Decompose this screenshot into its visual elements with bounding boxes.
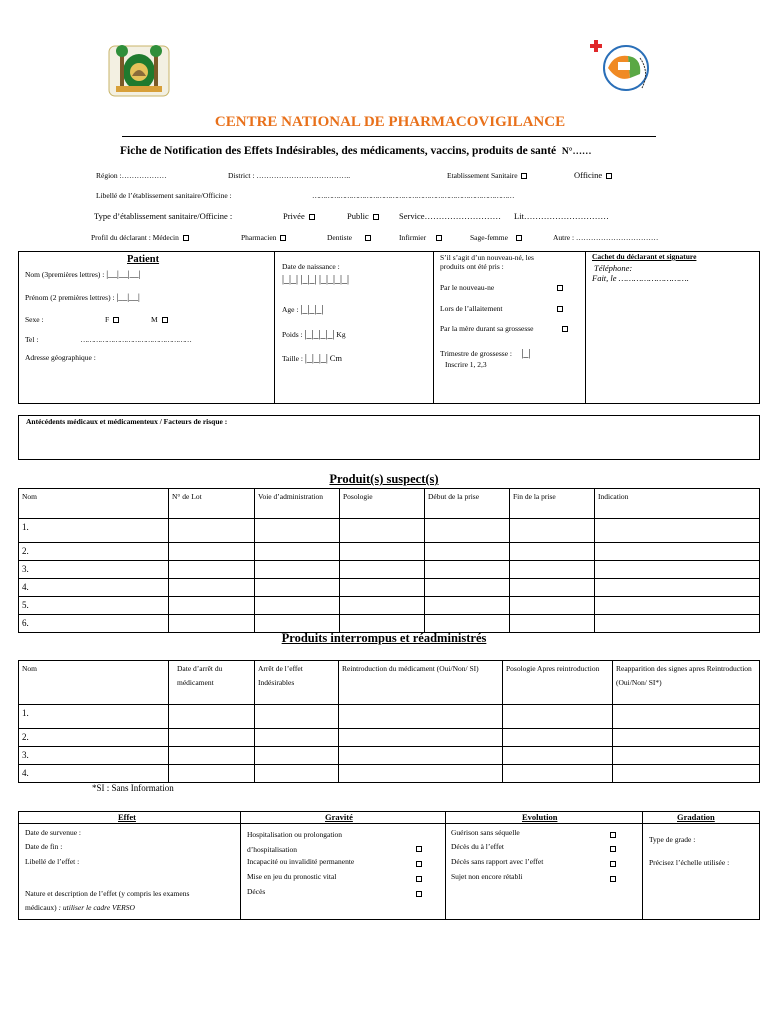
checkbox-icon[interactable] xyxy=(436,235,442,241)
echelle-field[interactable]: Précisez l’échelle utilisée : xyxy=(649,858,730,867)
table-cell[interactable] xyxy=(255,579,340,597)
dentiste-option[interactable]: Dentiste xyxy=(327,233,373,242)
row-number: 3. xyxy=(19,747,169,765)
table-cell[interactable] xyxy=(503,705,613,729)
infirmier-option[interactable]: Infirmier xyxy=(399,233,444,242)
table-cell[interactable] xyxy=(595,579,760,597)
gravite-deces-option[interactable]: Décès xyxy=(247,887,266,896)
evolution-deces-sans-rapport-option[interactable]: Décès sans rapport avec l’effet xyxy=(451,857,544,866)
divider xyxy=(240,811,241,920)
sexe-f-option[interactable]: F xyxy=(105,315,121,324)
checkbox-icon[interactable] xyxy=(610,861,616,867)
patient-title: Patient xyxy=(127,254,160,265)
date-survenue-field[interactable]: Date de survenue : xyxy=(25,828,82,837)
table-row[interactable] xyxy=(19,615,760,633)
column-header: Début de la prise xyxy=(425,489,510,519)
checkbox-icon[interactable] xyxy=(557,285,563,291)
table-cell[interactable] xyxy=(425,615,510,633)
table-cell[interactable] xyxy=(595,615,760,633)
table-cell[interactable] xyxy=(340,579,425,597)
page-title: CENTRE NATIONAL DE PHARMACOVIGILANCE xyxy=(214,114,566,130)
table-cell[interactable] xyxy=(503,765,613,783)
table-cell[interactable] xyxy=(595,543,760,561)
table-cell[interactable] xyxy=(169,705,255,729)
nom-field[interactable]: Nom (3premières lettres) : |__|__|__| xyxy=(25,269,141,279)
row-number: 4. xyxy=(19,765,169,783)
par-nouveau-ne-option[interactable]: Par le nouveau-ne xyxy=(440,283,565,292)
table-cell[interactable] xyxy=(169,747,255,765)
evolution-non-retabli-option[interactable]: Sujet non encore rétabli xyxy=(451,872,523,881)
table-cell[interactable] xyxy=(255,519,340,543)
nature-description-label: Nature et description de l’effet (y compris les examens médicaux) : utiliser le cadre VERSO xyxy=(25,889,190,912)
row-number: 5. xyxy=(19,597,169,615)
table-cell[interactable] xyxy=(339,729,503,747)
table-cell[interactable] xyxy=(340,519,425,543)
table-row[interactable] xyxy=(19,765,760,783)
effet-title: Effet xyxy=(118,812,136,822)
checkbox-icon[interactable] xyxy=(516,235,522,241)
table-cell[interactable] xyxy=(425,519,510,543)
public-option[interactable]: Public xyxy=(347,211,381,221)
row-number: 1. xyxy=(19,519,169,543)
produits-suspects-title: Produit(s) suspect(s) xyxy=(329,472,439,486)
checkbox-icon[interactable] xyxy=(521,173,527,179)
gravite-pronostic-option[interactable]: Mise en jeu du pronostic vital xyxy=(247,872,337,881)
table-cell[interactable] xyxy=(425,543,510,561)
table-row[interactable] xyxy=(19,597,760,615)
table-cell[interactable] xyxy=(510,579,595,597)
taille-field[interactable]: Taille : |_|_|_| Cm xyxy=(282,353,342,364)
produits-interrompus-table xyxy=(18,660,760,783)
table-cell[interactable] xyxy=(340,615,425,633)
table-row[interactable] xyxy=(19,705,760,729)
checkbox-icon[interactable] xyxy=(373,214,379,220)
table-cell[interactable] xyxy=(613,729,760,747)
libelle-label: Libellé de l’établissement sanitaire/Officine : xyxy=(96,191,232,200)
divider xyxy=(445,811,446,920)
checkbox-icon[interactable] xyxy=(365,235,371,241)
row-number: 1. xyxy=(19,705,169,729)
allaitement-option[interactable]: Lors de l’allaitement xyxy=(440,304,565,313)
table-cell[interactable] xyxy=(169,561,255,579)
table-cell[interactable] xyxy=(425,597,510,615)
table-cell[interactable] xyxy=(169,615,255,633)
table-cell[interactable] xyxy=(503,729,613,747)
row-number: 3. xyxy=(19,561,169,579)
officine-option[interactable]: Officine xyxy=(574,170,614,180)
table-row[interactable] xyxy=(19,729,760,747)
trimestre-hint: Inscrire 1, 2,3 xyxy=(445,360,487,369)
telephone-field[interactable]: Téléphone: xyxy=(594,263,633,273)
checkbox-icon[interactable] xyxy=(113,317,119,323)
column-header: Indication xyxy=(595,489,760,519)
gradation-title: Gradation xyxy=(677,812,715,822)
checkbox-icon[interactable] xyxy=(416,846,422,852)
table-cell[interactable] xyxy=(255,543,340,561)
sexe-label: Sexe : xyxy=(25,315,44,324)
table-row[interactable] xyxy=(19,561,760,579)
sexe-m-option[interactable]: M xyxy=(151,315,170,324)
table-cell[interactable] xyxy=(169,597,255,615)
pharmacien-option[interactable]: Pharmacien xyxy=(241,233,288,242)
divider xyxy=(642,811,643,920)
table-cell[interactable] xyxy=(339,705,503,729)
checkbox-icon[interactable] xyxy=(557,306,563,312)
column-header: Date d’arrêt du médicament xyxy=(169,661,255,705)
checkbox-icon[interactable] xyxy=(416,861,422,867)
etablissement-sanitaire-option[interactable]: Etablissement Sanitaire xyxy=(447,171,529,180)
row-number: 4. xyxy=(19,579,169,597)
coat-of-arms-logo xyxy=(104,42,174,100)
checkbox-icon[interactable] xyxy=(416,891,422,897)
produits-interrompus-title: Produits interrompus et réadministrés xyxy=(281,631,487,645)
divider xyxy=(585,251,586,404)
district-field[interactable]: District : ……………………………….. xyxy=(228,171,351,180)
adresse-field[interactable]: Adresse géographique : xyxy=(25,353,96,362)
service-field[interactable]: Service……………………… xyxy=(399,211,501,221)
table-cell[interactable] xyxy=(613,765,760,783)
table-cell[interactable] xyxy=(510,519,595,543)
table-cell[interactable] xyxy=(595,597,760,615)
table-cell[interactable] xyxy=(425,579,510,597)
tel-field[interactable]: Tel : …………………………………………… xyxy=(25,335,191,344)
column-header: Voie d’administration xyxy=(255,489,340,519)
table-cell[interactable] xyxy=(339,747,503,765)
profil-medecin-option[interactable]: Profil du déclarant : Médecin xyxy=(91,233,191,242)
table-header-row xyxy=(19,661,760,705)
fait-le-field[interactable]: Fait, le ………………………. xyxy=(592,273,689,283)
column-header: Fin de la prise xyxy=(510,489,595,519)
autre-field[interactable]: Autre : …………………………… xyxy=(553,233,659,242)
lit-field[interactable]: Lit………………………… xyxy=(514,211,609,221)
table-cell[interactable] xyxy=(613,747,760,765)
table-cell[interactable] xyxy=(255,729,339,747)
column-header: Nom xyxy=(19,661,169,705)
checkbox-icon[interactable] xyxy=(416,876,422,882)
table-row[interactable] xyxy=(19,543,760,561)
table-cell[interactable] xyxy=(425,561,510,579)
nouveau-ne-intro: S’il s’agit d’un nouveau-né, les produits ont été pris : xyxy=(440,253,534,271)
libelle-field[interactable]: ………………………………………………………………………………… xyxy=(312,191,514,200)
title-underline xyxy=(122,136,656,137)
table-cell[interactable] xyxy=(340,561,425,579)
page-subtitle: Fiche de Notification des Effets Indésirables, des médicaments, vaccins, produits de santé N°…… xyxy=(120,145,592,157)
table-cell[interactable] xyxy=(255,561,340,579)
column-header: Posologie xyxy=(340,489,425,519)
produits-suspects-table xyxy=(18,488,760,633)
table-cell[interactable] xyxy=(255,765,339,783)
table-cell[interactable] xyxy=(169,729,255,747)
table-cell[interactable] xyxy=(340,543,425,561)
checkbox-icon[interactable] xyxy=(309,214,315,220)
checkbox-icon[interactable] xyxy=(606,173,612,179)
column-header: Reintroduction du médicament (Oui/Non/ SI) xyxy=(339,661,503,705)
table-cell[interactable] xyxy=(255,705,339,729)
table-cell[interactable] xyxy=(169,765,255,783)
region-field[interactable]: Région :……………… xyxy=(96,171,167,180)
checkbox-icon[interactable] xyxy=(610,846,616,852)
poids-field[interactable]: Poids : |_|_|_|_| Kg xyxy=(282,329,346,340)
date-fin-field[interactable]: Date de fin : xyxy=(25,842,63,851)
checkbox-icon[interactable] xyxy=(610,832,616,838)
ministry-logo xyxy=(588,38,658,100)
table-cell[interactable] xyxy=(613,705,760,729)
cachet-label: Cachet du déclarant et signature xyxy=(592,252,697,261)
naissance-label: Date de naissance : xyxy=(282,262,340,271)
type-etablissement-label: Type d’établissement sanitaire/Officine : xyxy=(94,211,233,221)
divider xyxy=(274,251,275,404)
table-cell[interactable] xyxy=(503,747,613,765)
table-cell[interactable] xyxy=(255,615,340,633)
table-cell[interactable] xyxy=(339,765,503,783)
checkbox-icon[interactable] xyxy=(280,235,286,241)
sage-femme-option[interactable]: Sage-femme xyxy=(470,233,524,242)
column-header: Posologie Apres reintroduction xyxy=(503,661,613,705)
checkbox-icon[interactable] xyxy=(562,326,568,332)
divider xyxy=(18,823,760,824)
grossesse-option[interactable]: Par la mère durant sa grossesse xyxy=(440,324,570,333)
column-header: Arrêt de l’effet Indésirables xyxy=(255,661,339,705)
table-cell[interactable] xyxy=(169,579,255,597)
evolution-guerison-option[interactable]: Guérison sans séquelle xyxy=(451,828,520,837)
row-number: 2. xyxy=(19,729,169,747)
table-row[interactable] xyxy=(19,519,760,543)
checkbox-icon[interactable] xyxy=(183,235,189,241)
table-cell[interactable] xyxy=(340,597,425,615)
table-header-row xyxy=(19,489,760,519)
row-number: 2. xyxy=(19,543,169,561)
column-header: Reapparition des signes apres Reintroduction (Oui/Non/ SI*) xyxy=(613,661,760,705)
gravite-title: Gravité xyxy=(325,812,353,822)
libelle-effet-field[interactable]: Libellé de l’effet : xyxy=(25,857,80,866)
table-cell[interactable] xyxy=(595,519,760,543)
table-cell[interactable] xyxy=(169,543,255,561)
naissance-field[interactable]: |_|_| |_|_| |_|_|_|_| xyxy=(282,274,350,285)
table-cell[interactable] xyxy=(595,561,760,579)
antecedents-label: Antécédents médicaux et médicamenteux / Facteurs de risque : xyxy=(26,417,228,426)
prenom-field[interactable]: Prénom (2 premières lettres) : |__|__| xyxy=(25,292,140,302)
row-number: 6. xyxy=(19,615,169,633)
privee-option[interactable]: Privée xyxy=(283,211,317,221)
checkbox-icon[interactable] xyxy=(610,876,616,882)
checkbox-icon[interactable] xyxy=(162,317,168,323)
table-cell[interactable] xyxy=(255,747,339,765)
table-row[interactable] xyxy=(19,579,760,597)
table-cell[interactable] xyxy=(169,519,255,543)
table-row[interactable] xyxy=(19,747,760,765)
column-header: N° de Lot xyxy=(169,489,255,519)
table-cell[interactable] xyxy=(510,561,595,579)
table-cell[interactable] xyxy=(255,597,340,615)
table-cell[interactable] xyxy=(510,615,595,633)
column-header: Nom xyxy=(19,489,169,519)
footnote: *SI : Sans Information xyxy=(92,783,174,793)
age-field[interactable]: Age : |_|_|_| xyxy=(282,304,324,315)
type-grade-field[interactable]: Type de grade : xyxy=(649,835,696,844)
trimestre-field[interactable]: Trimestre de grossesse : |_| xyxy=(440,348,531,359)
table-cell[interactable] xyxy=(510,597,595,615)
gravite-incapacite-option[interactable]: Incapacité ou invalidité permanente xyxy=(247,857,355,866)
evolution-title: Evolution xyxy=(522,812,558,822)
evolution-deces-effet-option[interactable]: Décès du à l’effet xyxy=(451,842,504,851)
gravite-hospitalisation-option[interactable]: Hospitalisation ou prolongation d’hospitalisation xyxy=(247,830,342,854)
divider xyxy=(433,251,434,404)
table-cell[interactable] xyxy=(510,543,595,561)
